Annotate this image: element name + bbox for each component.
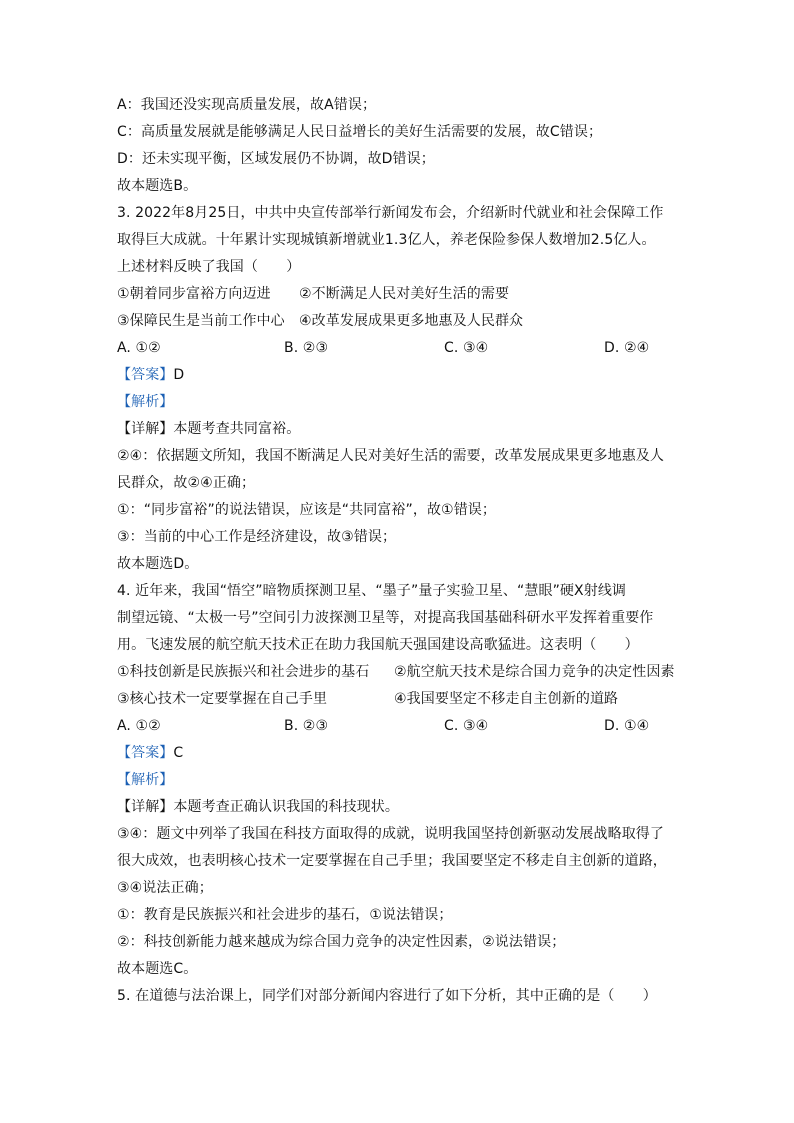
q3-statements-row-2 bbox=[117, 308, 677, 335]
q3-choices bbox=[117, 335, 677, 362]
q4-explanation-1-line-1: ③④：题文中列举了我国在科技方面取得的成就，说明我国坚持创新驱动发展战略取得了 bbox=[117, 826, 664, 842]
q4-detail-tag: 【详解】 bbox=[117, 799, 174, 815]
q3-detail bbox=[117, 416, 677, 443]
q4-choice-d: D. ①④ bbox=[604, 718, 650, 734]
q3-explanation-1-line-2: 民群众，故②④正确； bbox=[117, 475, 256, 491]
q4-answer bbox=[117, 740, 677, 767]
q4-explanation-1-line-2: 很大成效，也表明核心技术一定要掌握在自己手里；我国要坚定不移走自主创新的道路， bbox=[117, 853, 667, 869]
q4-choices bbox=[117, 713, 677, 740]
q3-statement-4: ④改革发展成果更多地惠及人民群众 bbox=[299, 313, 524, 329]
q3-answer-value: D bbox=[173, 367, 185, 383]
q4-analysis bbox=[117, 767, 677, 794]
prev-option-d-explanation: D：还未实现平衡，区域发展仍不协调，故D错误； bbox=[117, 151, 435, 167]
q4-detail bbox=[117, 794, 677, 821]
q3-statement-1: ①朝着同步富裕方向迈进 bbox=[117, 286, 271, 302]
q3-explanation-2: ①：“同步富裕”的说法错误，应该是“共同富裕”，故①错误； bbox=[117, 502, 497, 518]
q4-statement-1: ①科技创新是民族振兴和社会进步的基石 bbox=[117, 664, 370, 680]
q4-detail-text: 本题考查正确认识我国的科技现状。 bbox=[173, 799, 400, 815]
q4-statements-row-2 bbox=[117, 686, 677, 713]
q5-stem-line-1: 5. 在道德与法治课上，同学们对部分新闻内容进行了如下分析，其中正确的是（ ） bbox=[117, 988, 657, 1004]
q3-analysis-tag: 【解析】 bbox=[117, 394, 174, 410]
q4-explanation-2: ①：教育是民族振兴和社会进步的基石，①说法错误； bbox=[117, 907, 453, 923]
q4-choice-a: A. ①② bbox=[117, 718, 161, 734]
q4-stem-line-3: 用。飞速发展的航空航天技术正在助力我国航天强国建设高歌猛进。这表明（ ） bbox=[117, 637, 639, 653]
q4-statement-4: ④我国要坚定不移走自主创新的道路 bbox=[394, 691, 619, 707]
q4-statement-3: ③核心技术一定要掌握在自己手里 bbox=[117, 691, 328, 707]
q3-analysis bbox=[117, 389, 677, 416]
q3-statement-2: ②不断满足人民对美好生活的需要 bbox=[299, 286, 510, 302]
q4-stem-line-1: 4. 近年来，我国“悟空”暗物质探测卫星、“墨子”量子实验卫星、“慧眼”硬X射线调 bbox=[117, 583, 627, 599]
q4-choice-b: B. ②③ bbox=[284, 718, 329, 734]
q3-statement-3: ③保障民生是当前工作中心 bbox=[117, 313, 285, 329]
q4-answer-tag: 【答案】 bbox=[117, 745, 174, 761]
q4-explanation-1-line-3: ③④说法正确； bbox=[117, 880, 213, 896]
q3-choice-d: D. ②④ bbox=[604, 340, 650, 356]
prev-option-a-explanation: A：我国还没实现高质量发展，故A错误； bbox=[117, 97, 377, 113]
q3-choice-a: A. ①② bbox=[117, 340, 161, 356]
q4-explanation-3: ②：科技创新能力越来越成为综合国力竞争的决定性因素，②说法错误； bbox=[117, 934, 566, 950]
q3-answer-tag: 【答案】 bbox=[117, 367, 174, 383]
q4-stem-line-2: 制望远镜、“太极一号”空间引力波探测卫星等，对提高我国基础科研水平发挥着重要作 bbox=[117, 610, 654, 626]
q3-stem-line-1: 3. 2022年8月25日，中共中央宣传部举行新闻发布会，介绍新时代就业和社会保障工作 bbox=[117, 205, 664, 221]
q3-statements-row-1 bbox=[117, 281, 677, 308]
q3-choice-b: B. ②③ bbox=[284, 340, 329, 356]
q4-answer-value: C bbox=[173, 745, 184, 761]
q4-conclusion: 故本题选C。 bbox=[117, 961, 198, 977]
q3-choice-c: C. ③④ bbox=[444, 340, 489, 356]
prev-option-c-explanation: C：高质量发展就是能够满足人民日益增长的美好生活需要的发展，故C错误； bbox=[117, 124, 603, 140]
prev-conclusion: 故本题选B。 bbox=[117, 178, 198, 194]
q3-detail-text: 本题考查共同富裕。 bbox=[173, 421, 301, 437]
q3-detail-tag: 【详解】 bbox=[117, 421, 174, 437]
q3-stem-line-3: 上述材料反映了我国（ ） bbox=[117, 259, 301, 275]
document-page bbox=[117, 92, 677, 1010]
q4-choice-c: C. ③④ bbox=[444, 718, 489, 734]
q4-analysis-tag: 【解析】 bbox=[117, 772, 174, 788]
q4-statement-2: ②航空航天技术是综合国力竞争的决定性因素 bbox=[394, 664, 675, 680]
q3-explanation-3: ③：当前的中心工作是经济建设，故③错误； bbox=[117, 529, 397, 545]
q3-conclusion: 故本题选D。 bbox=[117, 556, 199, 572]
q4-statements-row-1 bbox=[117, 659, 677, 686]
q3-stem-line-2: 取得巨大成就。十年累计实现城镇新增就业1.3亿人，养老保险参保人数增加2.5亿人。 bbox=[117, 232, 656, 248]
q3-explanation-1-line-1: ②④：依据题文所知，我国不断满足人民对美好生活的需要，改革发展成果更多地惠及人 bbox=[117, 448, 664, 464]
q3-answer bbox=[117, 362, 677, 389]
